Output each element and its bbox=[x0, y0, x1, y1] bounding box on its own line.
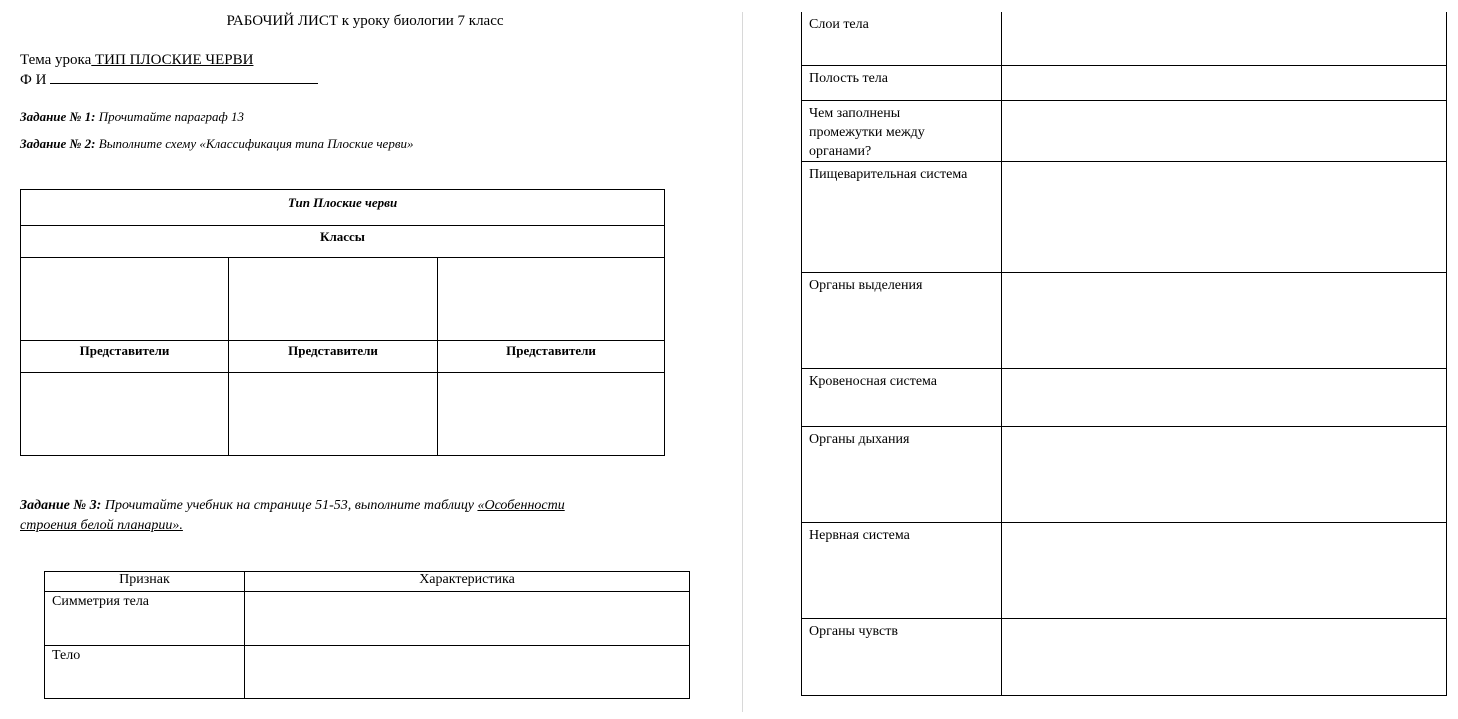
characteristic-cell[interactable] bbox=[245, 592, 690, 646]
features-table-part2 bbox=[801, 12, 1447, 696]
characteristic-cell[interactable] bbox=[1002, 161, 1447, 272]
feature-label: Чем заполнены промежутки между органами? bbox=[802, 100, 1002, 161]
feature-label: Нервная система bbox=[802, 522, 1002, 618]
feature-label: Органы дыхания bbox=[802, 426, 1002, 522]
characteristic-cell[interactable] bbox=[1002, 618, 1447, 695]
page-title: РАБОЧИЙ ЛИСТ к уроку биологии 7 класс bbox=[226, 13, 504, 29]
topic-line bbox=[20, 52, 253, 69]
characteristic-cell[interactable] bbox=[1002, 272, 1447, 368]
task-3-table-name-1: «Особенности bbox=[477, 498, 565, 513]
task-1-text: Прочитайте параграф 13 bbox=[95, 109, 245, 124]
task-3-text: Прочитайте учебник на странице 51-53, выполните таблицу bbox=[101, 498, 478, 513]
task-2-text: Выполните схему «Классификация типа Плоские черви» bbox=[95, 136, 414, 151]
scheme-representatives-label: Представители bbox=[438, 341, 665, 373]
task-3-table-name-2: строения белой планарии». bbox=[20, 518, 183, 533]
task-3-label: Задание № 3: bbox=[20, 498, 102, 513]
name-line bbox=[20, 71, 318, 89]
task-1-label: Задание № 1: bbox=[20, 109, 96, 124]
feature-label: Органы чувств bbox=[802, 618, 1002, 695]
feature-label: Слои тела bbox=[802, 12, 1002, 65]
feature-label: Кровеносная система bbox=[802, 368, 1002, 426]
features-table-part1 bbox=[44, 571, 690, 699]
name-label: Ф И bbox=[20, 72, 51, 88]
task-1 bbox=[20, 109, 244, 125]
feature-label: Пищеварительная система bbox=[802, 161, 1002, 272]
col-header-characteristic: Характеристика bbox=[245, 572, 690, 592]
scheme-type-title: Тип Плоские черви bbox=[21, 190, 665, 226]
task-2 bbox=[20, 136, 413, 152]
feature-label: Полость тела bbox=[802, 65, 1002, 100]
scheme-representative-cell[interactable] bbox=[21, 373, 229, 456]
scheme-representatives-label: Представители bbox=[21, 341, 229, 373]
task-2-label: Задание № 2: bbox=[20, 136, 96, 151]
feature-label: Тело bbox=[45, 646, 245, 699]
feature-label: Симметрия тела bbox=[45, 592, 245, 646]
topic-label: Тема урока bbox=[20, 52, 92, 68]
feature-label: Органы выделения bbox=[802, 272, 1002, 368]
scheme-representative-cell[interactable] bbox=[438, 373, 665, 456]
scheme-representative-cell[interactable] bbox=[229, 373, 438, 456]
characteristic-cell[interactable] bbox=[1002, 426, 1447, 522]
scheme-representatives-label: Представители bbox=[229, 341, 438, 373]
name-field-line[interactable] bbox=[50, 71, 318, 84]
col-header-feature: Признак bbox=[45, 572, 245, 592]
characteristic-cell[interactable] bbox=[1002, 65, 1447, 100]
scheme-class-cell[interactable] bbox=[21, 258, 229, 341]
topic-value: ТИП ПЛОСКИЕ ЧЕРВИ bbox=[91, 52, 254, 68]
characteristic-cell[interactable] bbox=[1002, 12, 1447, 65]
scheme-class-cell[interactable] bbox=[229, 258, 438, 341]
characteristic-cell[interactable] bbox=[1002, 522, 1447, 618]
task-3 bbox=[20, 496, 700, 536]
characteristic-cell[interactable] bbox=[1002, 368, 1447, 426]
scheme-classes-label: Классы bbox=[21, 226, 665, 258]
classification-scheme bbox=[20, 189, 665, 456]
characteristic-cell[interactable] bbox=[245, 646, 690, 699]
page-divider bbox=[742, 12, 743, 712]
scheme-class-cell[interactable] bbox=[438, 258, 665, 341]
characteristic-cell[interactable] bbox=[1002, 100, 1447, 161]
